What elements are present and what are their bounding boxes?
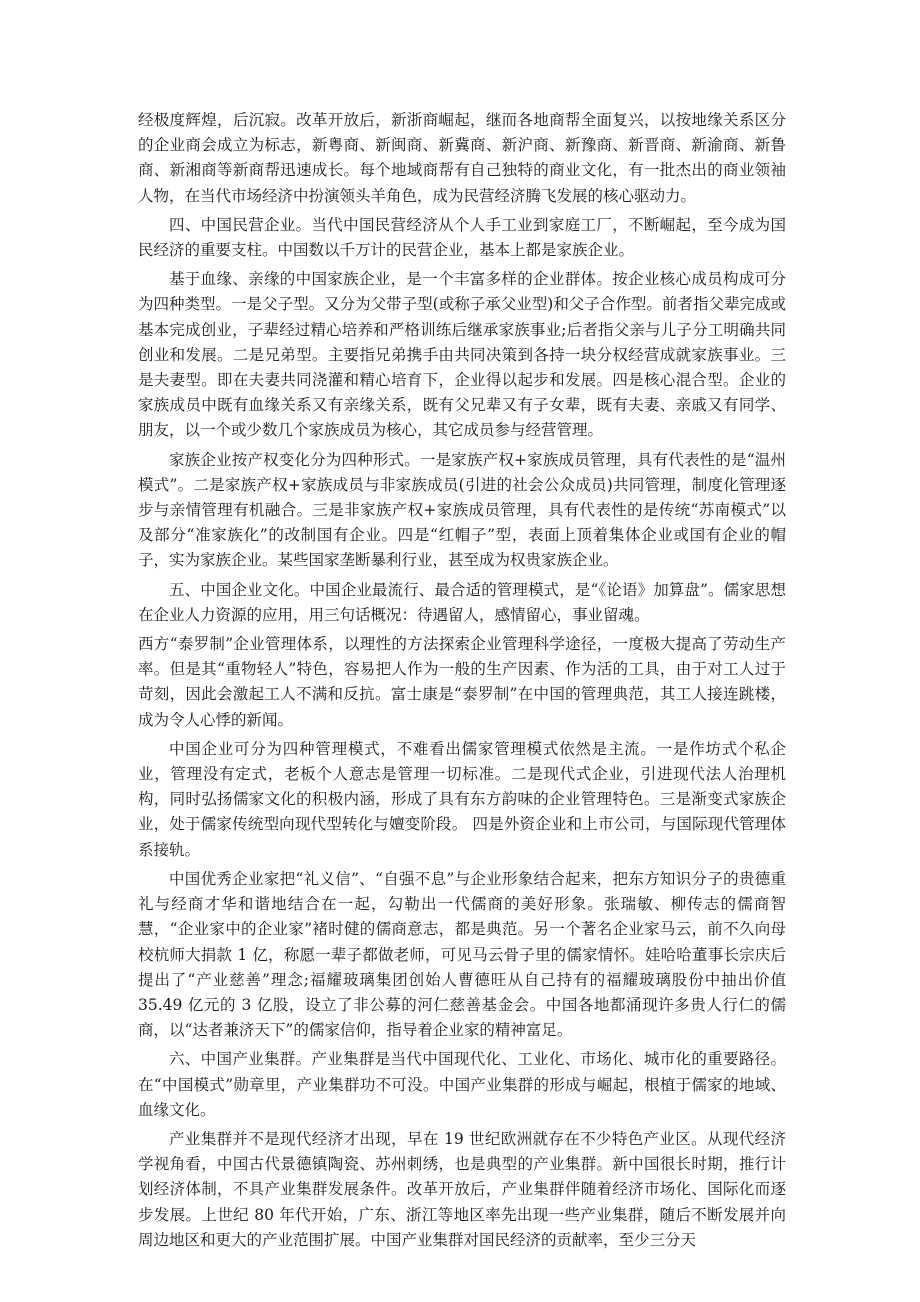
paragraph: 基于血缘、亲缘的中国家族企业，是一个丰富多样的企业群体。按企业核心成员构成可分为四种类型。一是父子型。又分为父带子型(或称子承父业型)和父子合作型。前者指父辈完成或基本完成创业，子辈经过精心培养和严格训练后继承家族事业;后者指父亲与儿子分工明确共同创业和发展。二是兄弟型。主要指兄弟携手由共同决策到各持一块分权经营成就家族事业。三是夫妻型。即在夫妻共同浇灌和精心培育下，企业得以起步和发展。四是核心混合型。企业的家族成员中既有血缘关系又有亲缘关系，既有父兄辈又有子女辈，既有夫妻、亲戚又有同学、朋友，以一个或少数几个家族成员为核心，其它成员参与经营管理。 [138,270,786,440]
paragraph: 西方“泰罗制”企业管理体系，以理性的方法探索企业管理科学途径，一度极大提高了劳动生产率。但是其“重物轻人”特色，容易把人作为一般的生产因素、作为活的工具，由于对工人过于苛刻，因此会激起工人不满和反抗。富士康是“泰罗制”在中国的管理典范，其工人接连跳楼，成为令人心悸的新闻。 [138,635,786,729]
paragraph: 产业集群并不是现代经济才出现，早在 19 世纪欧洲就存在不少特色产业区。从现代经济学视角看，中国古代景德镇陶瓷、苏州刺绣，也是典型的产业集群。新中国很长时期，推行计划经济体制，不具产业集群发展条件。改革开放后，产业集群伴随着经济市场化、国际化而逐步发展。上世纪 80 年代开始，广东、浙江等地区率先出现一些产业集群，随后不断发展并向周边地区和更大的产业范围扩展。中国产业集群对国民经济的贡献率，至少三分天 [138,1129,786,1249]
paragraph: 六、中国产业集群。产业集群是当代中国现代化、工业化、市场化、城市化的重要路径。在“中国模式”勋章里，产业集群功不可没。中国产业集群的形成与崛起，根植于儒家的地域、血缘文化。 [138,1050,786,1119]
paragraph: 五、中国企业文化。中国企业最流行、最合适的管理模式，是“《论语》加算盘”。儒家思想在企业人力资源的应用，用三句话概况：待遇留人，感情留心，事业留魂。 [138,580,786,624]
paragraph: 中国优秀企业家把“礼义信”、“自强不息”与企业形象结合起来，把东方知识分子的贵德重礼与经商才华和谐地结合在一起，勾勒出一代儒商的美好形象。张瑞敏、柳传志的儒商智慧，“企业家中的企业家”褚时健的儒商意志，都是典范。另一个著名企业家马云，前不久向母校杭师大捐款 1 亿，称愿一辈子都做老师，可见马云骨子里的儒家情怀。娃哈哈董事长宗庆后提出了“产业慈善”理念;福耀玻璃集团创始人曹德旺从自己持有的福耀玻璃股份中抽出价值 35.49 亿元的 3 亿股，设立了非公募的河仁慈善基金会。中国各地都涌现许多贵人行仁的儒商，以“达者兼济天下”的儒家信仰，指导着企业家的精神富足。 [138,869,786,1040]
paragraph: 家族企业按产权变化分为四种形式。一是家族产权+家族成员管理，具有代表性的是“温州模式”。二是家族产权+家族成员与非家族成员(引进的社会公众成员)共同管理，制度化管理逐步与亲情管理有机融合。三是非家族产权+家族成员管理，具有代表性的是传统“苏南模式”以及部分“准家族化”的改制国有企业。四是“红帽子”型，表面上顶着集体企业或国有企业的帽子，实为家族企业。某些国家垄断暴利行业，甚至成为权贵家族企业。 [138,450,786,570]
paragraph: 中国企业可分为四种管理模式，不难看出儒家管理模式依然是主流。一是作坊式个私企业，管理没有定式，老板个人意志是管理一切标准。二是现代式企业，引进现代法人治理机构，同时弘扬儒家文化的积极内涵，形成了具有东方韵味的企业管理特色。三是渐变式家族企业，处于儒家传统型向现代型转化与嬗变阶段。 四是外资企业和上市公司，与国际现代管理体系接轨。 [138,739,786,859]
document-page [138,108,786,1257]
paragraph: 经极度辉煌，后沉寂。改革开放后，新浙商崛起，继而各地商帮全面复兴，以按地缘关系区分的企业商会成立为标志，新粤商、新闽商、新冀商、新沪商、新豫商、新晋商、新渝商、新鲁商、新湘商等新商帮迅速成长。每个地域商帮有自己独特的商业文化，有一批杰出的商业领袖人物，在当代市场经济中扮演领头羊角色，成为民营经济腾飞发展的核心驱动力。 [138,111,786,205]
paragraph: 四、中国民营企业。当代中国民营经济从个人手工业到家庭工厂，不断崛起，至今成为国民经济的重要支柱。中国数以千万计的民营企业，基本上都是家族企业。 [138,215,786,260]
